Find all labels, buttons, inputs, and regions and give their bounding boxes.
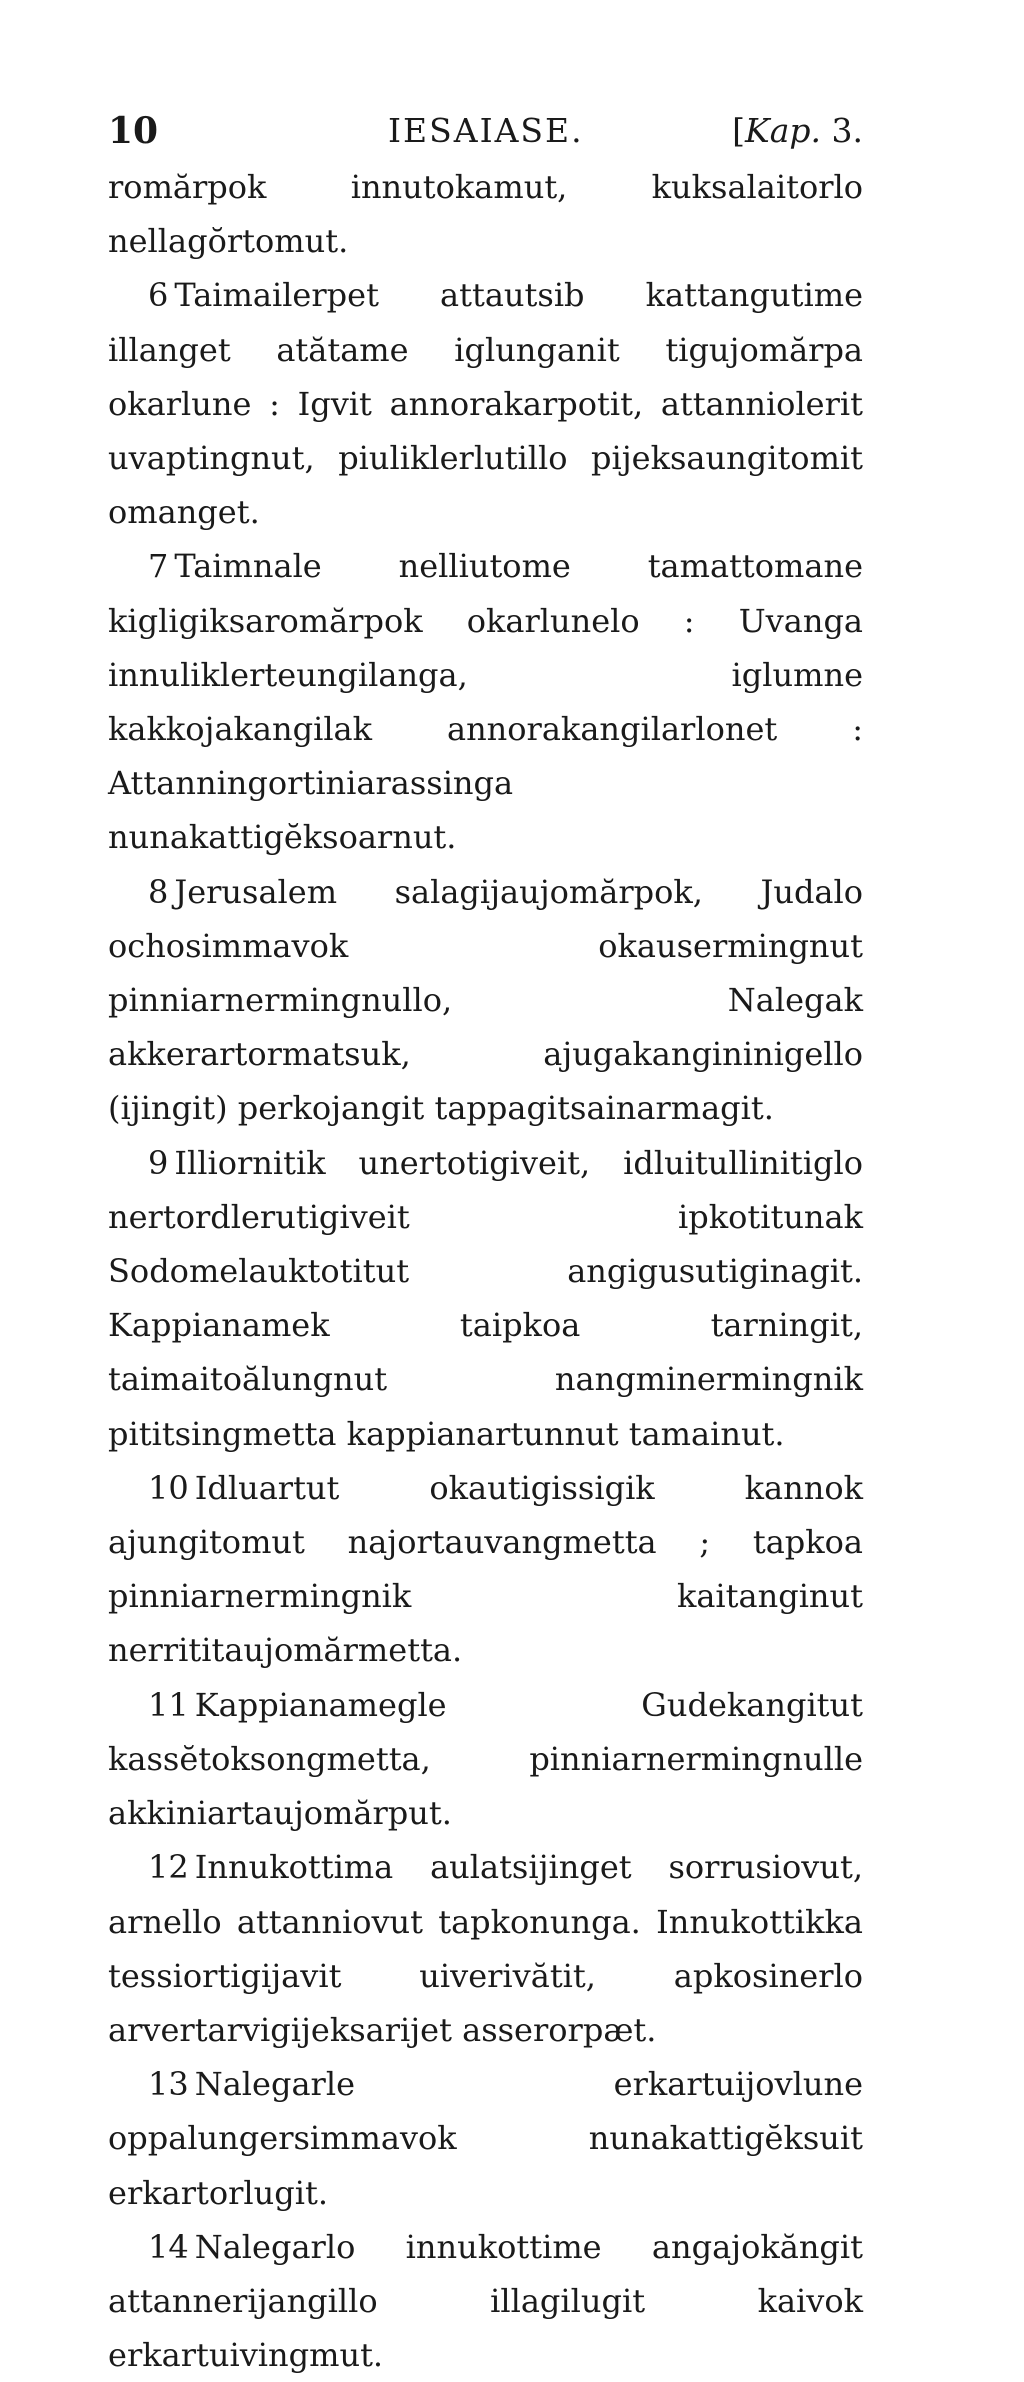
verse: [108, 539, 863, 864]
verse-text: Idluartut okautigissigik kannok ajungitomut najortauvangmetta ; tapkoa pinniarnermingnik kaitanginut nerrititaujomărmetta.: [108, 1468, 863, 1670]
verse-number: 6: [148, 276, 169, 315]
verse-text: Illiornitik unertotigiveit, idluitullinitiglo nertordlerutigiveit ipkotitunak Sodomelauktotitut angigusutiginagit. Kappianamek taipkoa tarningit, taimaitoălungnut nangminermingnik pititsingmetta kappianartunnut tamainut.: [108, 1143, 863, 1453]
verse-number: 12: [148, 1848, 189, 1887]
verse-text: Kappianamegle Gudekangitut kassĕtoksongmetta, pinniarnermingnulle akkiniartaujomărput.: [108, 1685, 863, 1833]
verse-number: 10: [148, 1468, 189, 1507]
verse: [108, 2220, 863, 2382]
chapter-number: 3.: [831, 111, 863, 150]
page-number: 10: [108, 110, 159, 152]
verse: [108, 1840, 863, 2057]
chapter-abbreviation: Kap.: [745, 111, 821, 150]
verse-text: Taimnale nelliutome tamattomane kigligiksaromărpok okarlunelo : Uvanga innuliklerteungilanga, iglumne kakkojakangilak annorakangilarlonet : Attanningortiniarassinga nunakattigĕksoarnut.: [108, 547, 863, 857]
verse: [108, 865, 863, 1136]
verse: [108, 1461, 863, 1678]
verse-continuation: [108, 160, 863, 268]
verse: [108, 1678, 863, 1841]
verse-text: Taimailerpet attautsib kattangutime illanget atătame iglunganit tigujomărpa okarlune : Igvit annorakarpotit, attanniolerit uvaptingnut, piuliklerlutillo pijeksaungitomit omanget.: [108, 276, 863, 532]
verse-text: Nalegarlo innukottime angajokăngit attannerijangillo illagilugit kaivok erkartuivingmut.: [108, 2227, 863, 2375]
verse-number: 8: [148, 872, 169, 911]
verse-number: 13: [148, 2065, 189, 2104]
verse-text: romărpok innutokamut, kuksalaitorlo nellagŏrtomut.: [108, 168, 863, 261]
chapter-reference: [732, 108, 863, 154]
verse-number: 9: [148, 1143, 169, 1182]
verse: [108, 1136, 863, 1461]
verse: [108, 2057, 863, 2220]
chapter-bracket: [: [732, 111, 746, 150]
running-title: IESAIASE.: [388, 111, 584, 150]
verse: [108, 268, 863, 539]
verse-text: Jerusalem salagijaujomărpok, Judalo ochosimmavok okausermingnut pinniarnermingnullo, Nalegak akkerartormatsuk, ajugakangininigello (ijingit) perkojangit tappagitsainarmagit.: [108, 872, 863, 1128]
verse-number: 14: [148, 2227, 189, 2266]
page-header: [108, 108, 863, 154]
verse-number: 7: [148, 547, 169, 586]
verse-text: Innukottima aulatsijinget sorrusiovut, arnello attanniovut tapkonunga. Innukottikka tessiortigijavit uiverivătit, apkosinerlo arvertarvigijeksarijet asserorpæt.: [108, 1848, 863, 2049]
verse-text: Nalegarle erkartuijovlune oppalungersimmavok nunakattigĕksuit erkartorlugit.: [108, 2065, 863, 2212]
body-text: [108, 160, 863, 2382]
verse-number: 11: [148, 1685, 189, 1724]
